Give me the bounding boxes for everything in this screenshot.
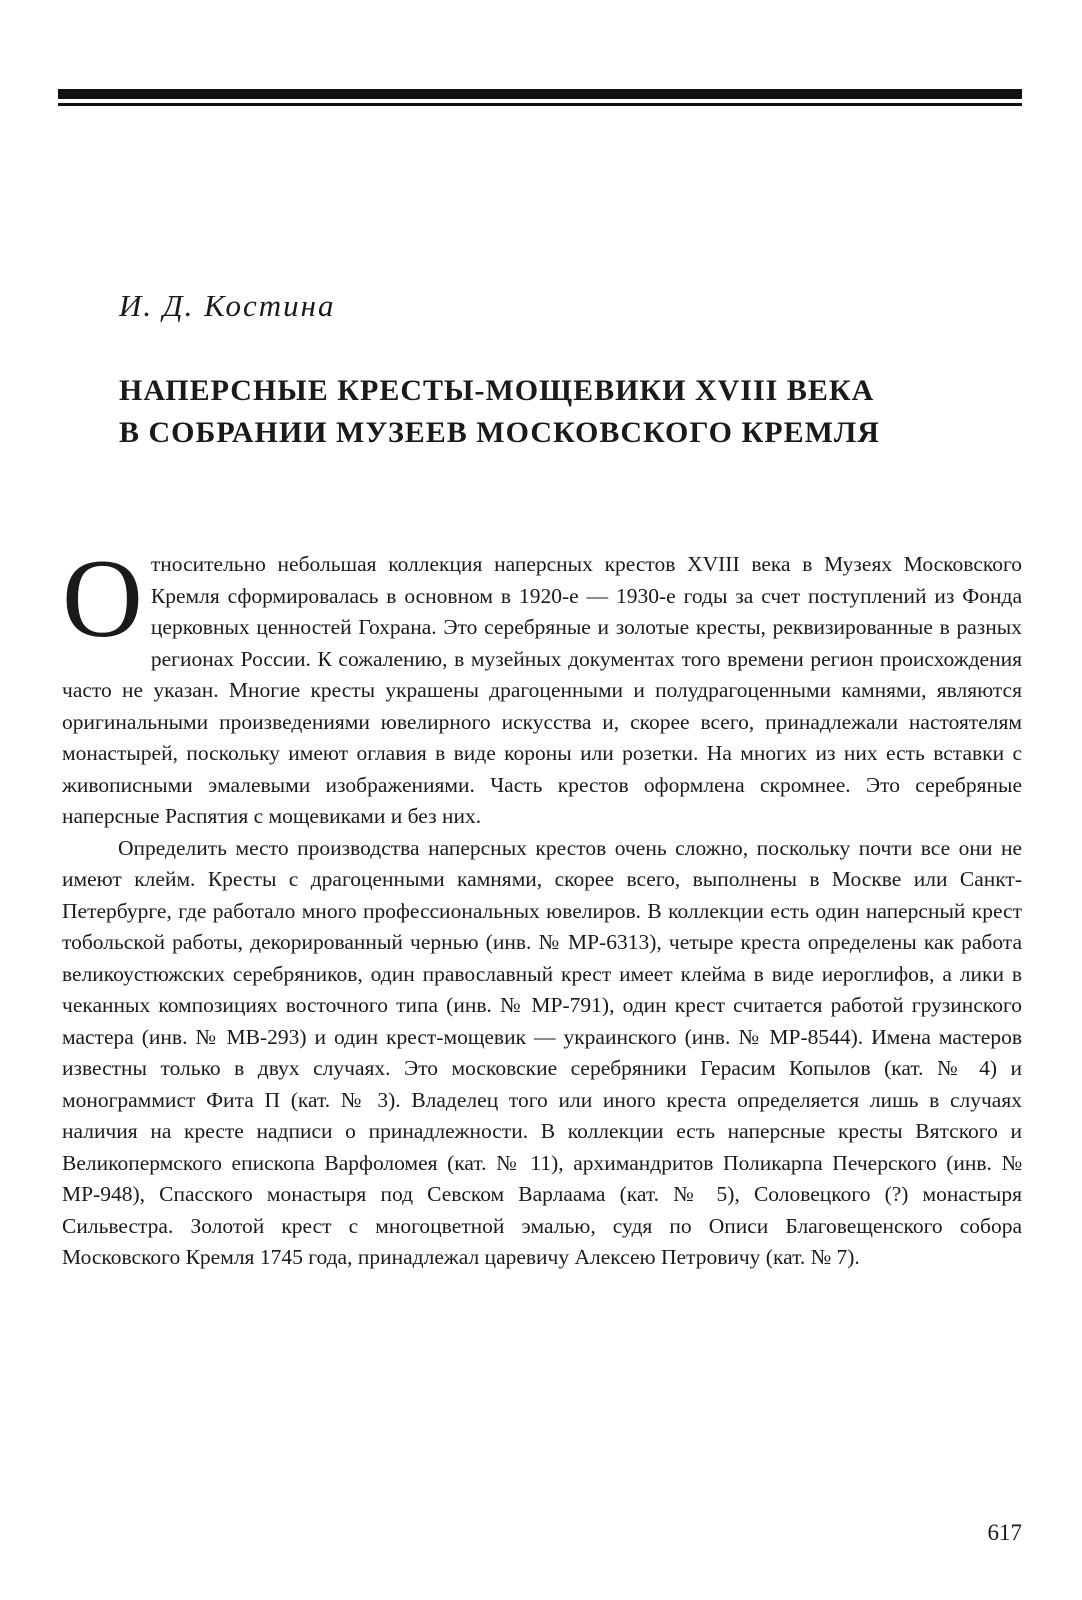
article-title-line-2: В СОБРАНИИ МУЗЕЕВ МОСКОВСКОГО КРЕМЛЯ xyxy=(119,416,880,449)
article-title-line-1: НАПЕРСНЫЕ КРЕСТЫ-МОЩЕВИКИ XVIII ВЕКА xyxy=(119,374,875,407)
paragraph-2: Определить место производства наперсных крестов очень сложно, поскольку почти все они не имеют клейм. Кресты с драгоценными камнями, скорее всего, выполнены в Москве или Санкт-Петербурге, где работало много профессиональных ювелиров. В коллекции есть один наперсный крест тобольской работы, декорированный чернью (инв. № МР-6313), четыре креста определены как работа великоустюжских серебряников, один православный крест имеет клейма в виде иероглифов, а лики в чеканных композициях восточного типа (инв. № МР-791), один крест считается работой грузинского мастера (инв. № МВ-293) и один крест-мощевик — украинского (инв. № МР-8544). Имена мастеров известны только в двух случаях. Это московские серебряники Герасим Копылов (кат. № 4) и монограммист Фита П (кат. № 3). Владелец того или иного креста определяется лишь в случаях наличия на кресте надписи о принадлежности. В коллекции есть наперсные кресты Вятского и Великопермского епископа Варфоломея (кат. № 11), архимандритов Поликарпа Печерского (инв. № МР-948), Спасского монастыря под Севском Варлаама (кат. № 5), Соловецкого (?) монастыря Сильвестра. Золотой крест с многоцветной эмалью, судя по Описи Благовещенского собора Московского Кремля 1745 года, принадлежал царевичу Алексею Петровичу (кат. № 7). xyxy=(62,835,1022,1269)
paragraph-1-text: тносительно небольшая коллекция наперсных крестов XVIII века в Музеях Московского Кремля сформировалась в основном в 1920-е — 1930-е годы за счет поступлений из Фонда церковных ценностей Гохрана. Это серебряные и золотые кресты, реквизированные в разных регионах России. К сожалению, в музейных документах того времени регион происхождения часто не указан. Многие кресты украшены драгоценными и полудрагоценными камнями, являются оригинальными произведениями ювелирного искусства и, скорее всего, принадлежали настоятелям монастырей, поскольку имеют оглавия в виде короны или розетки. На многих из них есть вставки с живописными эмалевыми изображениями. Часть крестов оформлена скромнее. Это серебряные наперсные Распятия с мощевиками и без них. xyxy=(62,552,1022,828)
article-title xyxy=(119,370,1019,454)
article-body xyxy=(62,537,1022,1274)
page-number: 617 xyxy=(987,1520,1022,1545)
header-rule-thin xyxy=(58,103,1022,106)
header-rule-thick xyxy=(58,89,1022,99)
author-name: И. Д. Костина xyxy=(119,288,336,323)
drop-cap: О xyxy=(62,537,143,661)
paragraph-1 xyxy=(62,537,1022,833)
